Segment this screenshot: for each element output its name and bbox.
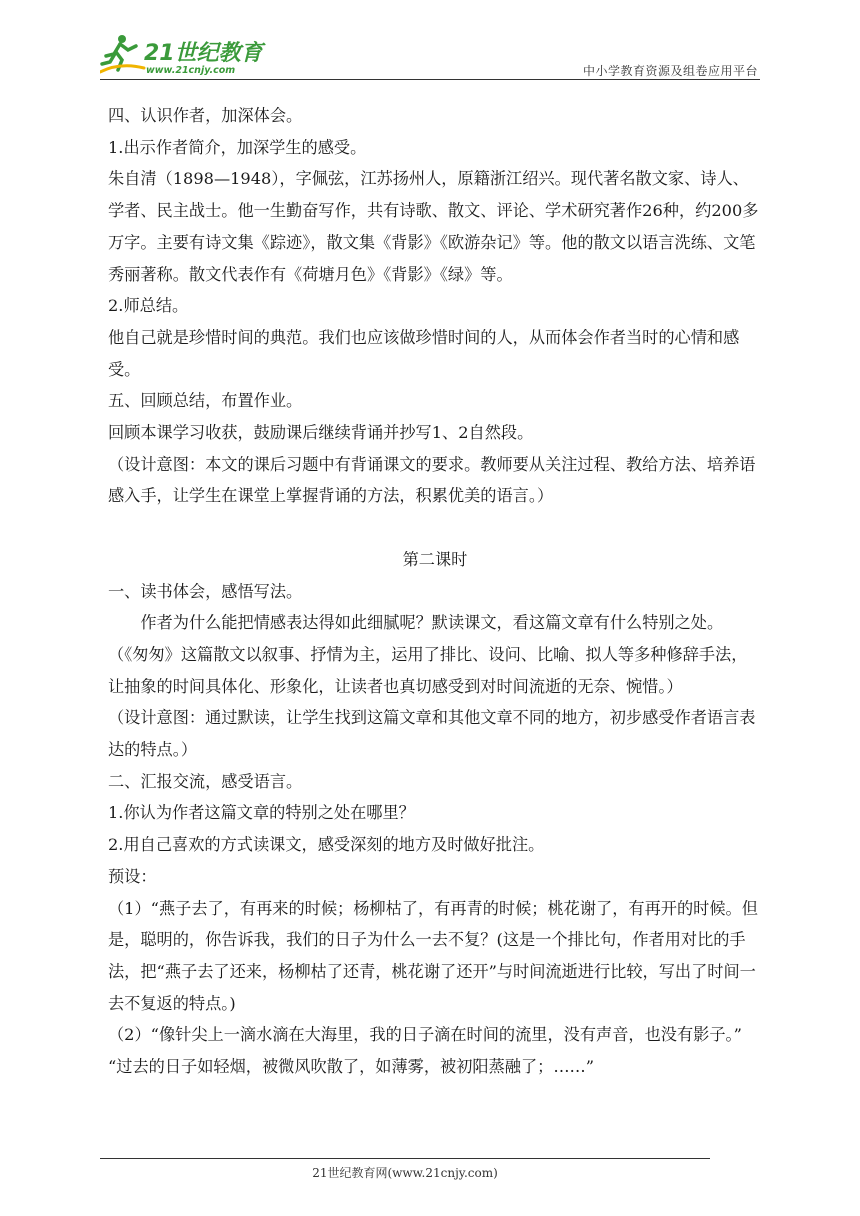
paragraph: （《匆匆》这篇散文以叙事、抒情为主，运用了排比、设问、比喻、拟人等多种修辞手法，让抽象的时间具体化、形象化，让读者也真切感受到对时间流逝的无奈、惋惜。） bbox=[108, 644, 748, 696]
section-heading: 四、认识作者，加深体会。 bbox=[108, 106, 303, 125]
paragraph: 预设： bbox=[108, 866, 157, 886]
paragraph: 2.师总结。 bbox=[108, 296, 189, 316]
paragraph: 回顾本课学习收获，鼓励课后继续背诵并抄写1、2自然段。 bbox=[108, 423, 534, 443]
paragraph: 作者为什么能把情感表达得如此细腻呢？默读课文，看这篇文章有什么特别之处。 bbox=[140, 613, 724, 633]
site-logo bbox=[100, 32, 270, 76]
paragraph: 1.出示作者简介，加深学生的感受。 bbox=[108, 137, 367, 157]
footer-divider bbox=[100, 1158, 710, 1159]
design-note: （设计意图：本文的课后习题中有背诵课文的要求。教师要从关注过程、教给方法、培养语感入手，让学生在课堂上掌握背诵的方法，积累优美的语言。） bbox=[108, 454, 756, 506]
page-header bbox=[100, 30, 760, 80]
lesson-title: 第二课时 bbox=[402, 549, 468, 569]
section-heading: 二、汇报交流，感受语言。 bbox=[108, 771, 303, 791]
footer-text: 21世纪教育网(www.21cnjy.com) bbox=[312, 1166, 498, 1180]
paragraph: 朱自清（1898—1948），字佩弦，江苏扬州人，原籍浙江绍兴。现代著名散文家、诗人、学者、民主战士。他一生勤奋写作，共有诗歌、散文、评论、学术研究著作26种，约200多万字。主要有诗文集《踪迹》，散文集《背影》《欧游杂记》等。他的散文以语言洗练、文笔秀丽著称。散文代表作有《荷塘月色》《背影》《绿》等。 bbox=[108, 169, 759, 284]
paragraph: 他自己就是珍惜时间的典范。我们也应该做珍惜时间的人，从而体会作者当时的心情和感受。 bbox=[108, 327, 740, 379]
paragraph: （2）“像针尖上一滴水滴在大海里，我的日子滴在时间的流里，没有声音，也没有影子。” bbox=[108, 1025, 742, 1045]
section-heading: 五、回顾总结，布置作业。 bbox=[108, 391, 303, 411]
document-body bbox=[108, 100, 762, 1083]
paragraph: （1）“燕子去了，有再来的时候；杨柳枯了，有再青的时候；桃花谢了，有再开的时候。但是，聪明的，你告诉我，我们的日子为什么一去不复？(这是一个排比句，作者用对比的手法，把“燕子去了还来，杨柳枯了还青，桃花谢了还开”与时间流逝进行比较，写出了时间一去不复返的特点。) bbox=[108, 898, 758, 1013]
section-heading: 一、读书体会，感悟写法。 bbox=[108, 581, 303, 601]
spacer bbox=[108, 512, 762, 544]
paragraph: “过去的日子如轻烟，被微风吹散了，如薄雾，被初阳蒸融了；……” bbox=[108, 1057, 594, 1077]
logo-url: www.21cnjy.com bbox=[146, 65, 236, 76]
design-note: （设计意图：通过默读，让学生找到这篇文章和其他文章不同的地方，初步感受作者语言表达的特点。） bbox=[108, 708, 756, 760]
header-divider bbox=[100, 79, 760, 80]
runner-icon bbox=[100, 35, 144, 72]
paragraph: 1.你认为作者这篇文章的特别之处在哪里？ bbox=[108, 803, 415, 823]
paragraph: 2.用自己喜欢的方式读课文，感受深刻的地方及时做好批注。 bbox=[108, 835, 545, 855]
header-tagline: 中小学教育资源及组卷应用平台 bbox=[582, 64, 758, 78]
logo-text: 21世纪教育 bbox=[144, 41, 263, 66]
